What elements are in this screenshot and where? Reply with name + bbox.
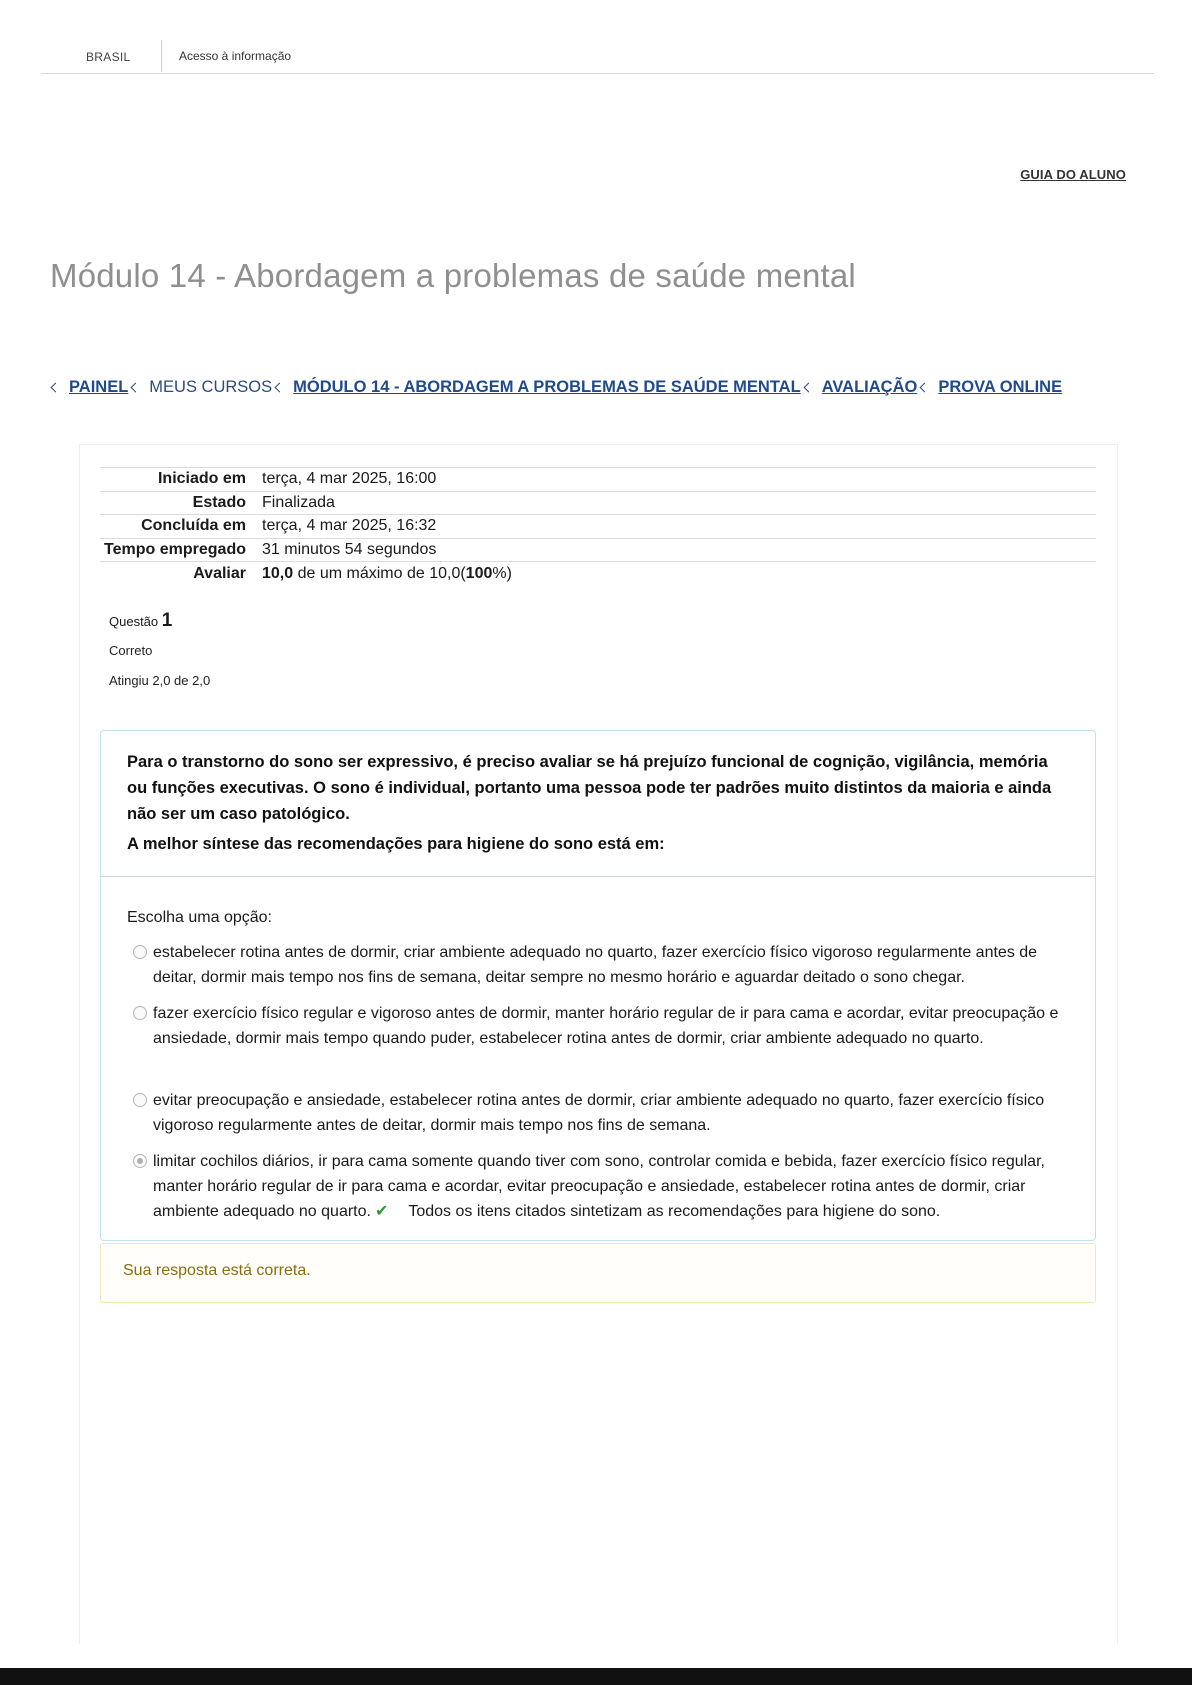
feedback-text: Sua resposta está correta. — [123, 1262, 311, 1279]
table-row — [100, 468, 1096, 492]
bottom-bar — [0, 1668, 1192, 1685]
divider — [101, 876, 1095, 877]
answer-option[interactable] — [127, 940, 1072, 990]
gov-access-link[interactable]: Acesso à informação — [179, 49, 292, 63]
chevron-left-icon — [131, 383, 141, 393]
chevron-left-icon — [920, 383, 930, 393]
breadcrumb-prova-online[interactable]: PROVA ONLINE — [938, 378, 1063, 396]
chevron-left-icon — [803, 383, 813, 393]
question-grade: Atingiu 2,0 de 2,0 — [109, 673, 211, 688]
summary-label: Estado — [192, 493, 246, 511]
radio-button[interactable] — [133, 1093, 147, 1107]
question-prompt: A melhor síntese das recomendações para higiene do sono está em: — [127, 835, 665, 853]
answer-feedback — [100, 1243, 1096, 1303]
breadcrumb-painel[interactable]: PAINEL — [69, 378, 129, 396]
question-state: Correto — [109, 643, 153, 658]
radio-button-selected[interactable] — [133, 1154, 147, 1168]
student-guide-link[interactable]: GUIA DO ALUNO — [1020, 167, 1126, 182]
radio-button[interactable] — [133, 1006, 147, 1020]
table-row — [100, 515, 1096, 539]
question-box — [100, 730, 1096, 1241]
question-text: Para o transtorno do sono ser expressivo, é preciso avaliar se há prejuízo funcional de cognição, vigilância, memória ou funções executivas. O sono é individual, portanto uma pessoa pode ter padrões muito distintos da maioria e ainda não ser um caso patológico. — [127, 753, 1052, 823]
radio-button[interactable] — [133, 945, 147, 959]
grade-score: 10,0 — [262, 564, 294, 582]
attempt-summary-table — [100, 467, 1096, 585]
gov-brand-link[interactable]: BRASIL — [86, 50, 131, 64]
answer-option-text: estabelecer rotina antes de dormir, criar ambiente adequado no quarto, fazer exercício físico vigoroso regularmente antes de deitar, dormir mais tempo nos fins de semana, deitar sempre no mesmo horário e aguardar deitado o sono chegar. — [153, 944, 1038, 986]
grade-label: Avaliar — [193, 564, 246, 582]
summary-label: Concluída em — [141, 517, 246, 535]
breadcrumb-meus-cursos: MEUS CURSOS — [149, 378, 273, 396]
grade-end: %) — [492, 564, 512, 582]
summary-label: Tempo empregado — [104, 540, 246, 558]
grade-percent: 100 — [465, 564, 493, 582]
answer-option[interactable] — [127, 1088, 1072, 1138]
summary-value: Finalizada — [262, 493, 335, 511]
answer-option-text: fazer exercício físico regular e vigoroso antes de dormir, manter horário regular de ir para cama e acordar, evitar preocupação e ansiedade, dormir mais tempo quando puder, estabelecer rotina antes de dormir, criar ambiente adequado no quarto. — [153, 1005, 1059, 1047]
chevron-left-icon — [275, 383, 285, 393]
table-row — [100, 538, 1096, 562]
breadcrumb — [50, 378, 1062, 397]
summary-label: Iniciado em — [157, 470, 246, 488]
question-label: Questão — [109, 614, 159, 629]
gov-separator — [161, 40, 162, 72]
answer-option-text: evitar preocupação e ansiedade, estabelecer rotina antes de dormir, criar ambiente adequado no quarto, fazer exercício físico vigoroso regularmente antes de deitar, dormir mais tempo nos fins de semana. — [153, 1092, 1045, 1134]
table-row — [100, 562, 1096, 586]
summary-value: terça, 4 mar 2025, 16:32 — [262, 517, 437, 535]
summary-value: terça, 4 mar 2025, 16:00 — [262, 470, 437, 488]
breadcrumb-avaliacao[interactable]: AVALIAÇÃO — [821, 378, 918, 396]
answer-option[interactable] — [127, 1001, 1072, 1051]
answer-option-selected[interactable] — [127, 1149, 1072, 1224]
answer-option-text-wrapper — [127, 1149, 1072, 1224]
table-row — [100, 491, 1096, 515]
question-number — [109, 610, 172, 632]
breadcrumb-modulo[interactable]: MÓDULO 14 - ABORDAGEM A PROBLEMAS DE SAÚDE MENTAL — [293, 378, 801, 396]
question-number-value: 1 — [161, 610, 173, 631]
grade-mid: de um máximo de 10,0( — [293, 564, 466, 582]
page-title: Módulo 14 - Abordagem a problemas de saúde mental — [50, 257, 856, 294]
gov-bar — [41, 36, 1154, 74]
answer-option-text: limitar cochilos diários, ir para cama somente quando tiver com sono, controlar comida e bebida, fazer exercício físico regular, manter horário regular de ir para cama e acordar, evitar preocupação e ansiedade, estabelecer rotina antes de dormir, criar ambiente adequado no quarto. — [153, 1153, 1045, 1220]
option-feedback: Todos os itens citados sintetizam as recomendações para higiene do sono. — [408, 1203, 941, 1220]
check-icon: ✔ — [374, 1203, 389, 1220]
summary-value: 31 minutos 54 segundos — [262, 540, 437, 558]
grade-value — [262, 562, 1096, 586]
chevron-left-icon — [51, 383, 61, 393]
choose-label: Escolha uma opção: — [127, 909, 272, 926]
